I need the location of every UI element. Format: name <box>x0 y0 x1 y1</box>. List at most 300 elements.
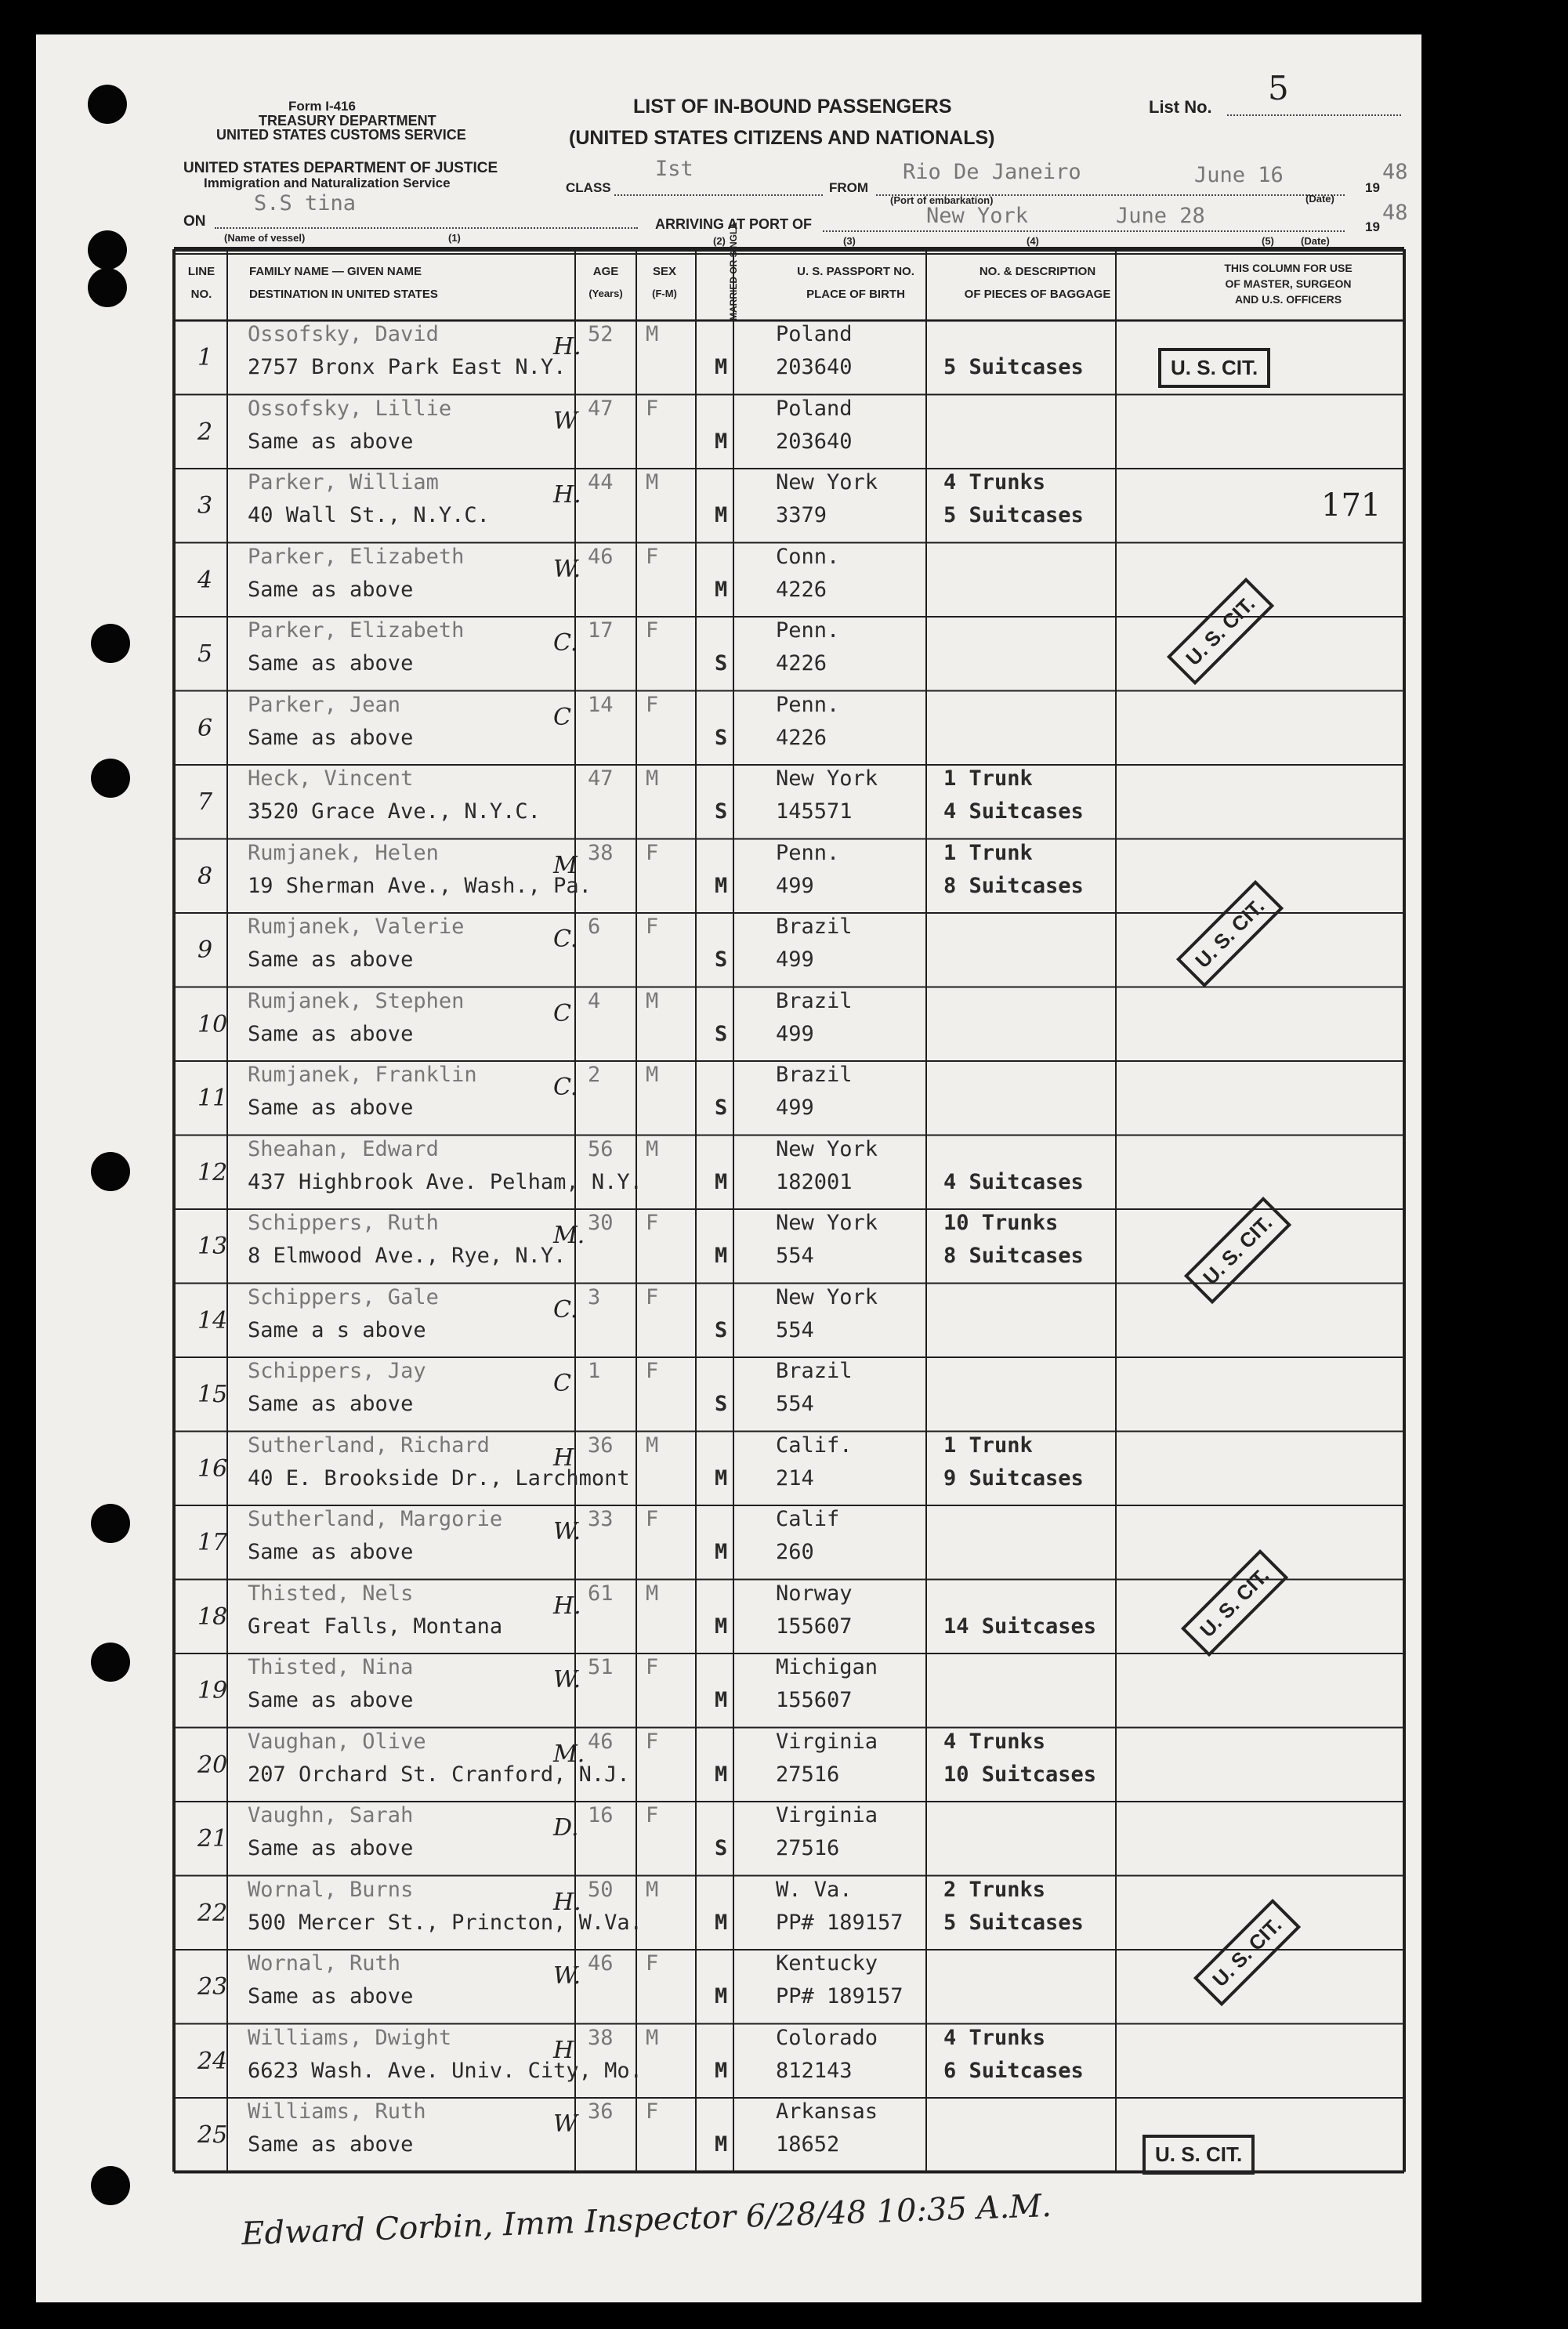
family-relation: H. <box>553 333 581 360</box>
baggage-suitcases: 8 Suitcases <box>943 873 1084 898</box>
place-of-birth: Penn. <box>776 840 840 865</box>
passport-number: 203640 <box>776 429 853 454</box>
passenger-destination: 437 Highbrook Ave. Pelham, N.Y. <box>248 1169 643 1194</box>
date-caption: (Date) <box>1305 193 1334 205</box>
passenger-sex: M <box>646 1433 659 1458</box>
family-relation: W. <box>553 1666 581 1693</box>
baggage-suitcases: 14 Suitcases <box>943 1614 1097 1639</box>
passenger-name: Parker, William <box>248 470 439 494</box>
passenger-name: Thisted, Nels <box>248 1581 414 1606</box>
passenger-sex: F <box>646 692 659 717</box>
line-check-mark: 7 <box>197 788 213 816</box>
passenger-name: Sutherland, Margorie <box>248 1507 503 1531</box>
passport-number: 4226 <box>776 725 827 750</box>
arriving-value: New York <box>926 204 1029 228</box>
family-relation: C <box>553 703 571 731</box>
passenger-destination: Same as above <box>248 577 414 602</box>
header-name: FAMILY NAME — GIVEN NAME DESTINATION IN UNITED STATES <box>249 265 438 301</box>
num-1: (1) <box>448 232 461 244</box>
passenger-name: Ossofsky, Lillie <box>248 396 452 421</box>
passenger-age: 36 <box>588 2099 614 2124</box>
passenger-name: Wornal, Ruth <box>248 1951 401 1976</box>
officer-note-number: 171 <box>1321 487 1382 523</box>
family-relation: W. <box>553 555 581 583</box>
baggage-trunks: 4 Trunks <box>943 1729 1046 1754</box>
num-3: (3) <box>843 235 856 247</box>
passenger-destination: Same as above <box>248 651 414 676</box>
baggage-suitcases: 6 Suitcases <box>943 2058 1084 2083</box>
passenger-destination: Same as above <box>248 725 414 750</box>
header-passport: U. S. PASSPORT NO. PLACE OF BIRTH <box>797 265 914 301</box>
passenger-name: Schippers, Gale <box>248 1284 439 1309</box>
passenger-sex: M <box>646 1581 659 1606</box>
passenger-destination: Same as above <box>248 1021 414 1046</box>
line-check-mark: 17 <box>197 1529 228 1556</box>
vessel-caption: (Name of vessel) <box>224 232 306 244</box>
place-of-birth: Brazil <box>776 988 853 1013</box>
from-date: June 16 <box>1194 163 1284 187</box>
passenger-destination: Same as above <box>248 1540 414 1564</box>
line-check-mark: 18 <box>197 1603 228 1631</box>
passport-number: 499 <box>776 947 814 972</box>
line-check-mark: 8 <box>197 862 213 890</box>
passenger-age: 2 <box>588 1063 601 1087</box>
passenger-name: Ossofsky, David <box>248 322 439 346</box>
citizen-stamp: U. S. CIT. <box>1184 1197 1291 1304</box>
family-relation: H. <box>553 481 581 509</box>
line-check-mark: 23 <box>197 1973 228 2001</box>
place-of-birth: New York <box>776 766 878 791</box>
family-relation: W <box>553 2110 578 2138</box>
passenger-age: 44 <box>588 470 614 494</box>
family-relation: C <box>553 1370 571 1397</box>
place-of-birth: Kentucky <box>776 1951 878 1976</box>
justice-dept: UNITED STATES DEPARTMENT OF JUSTICE <box>183 160 498 176</box>
passport-number: 4226 <box>776 577 827 602</box>
baggage-suitcases: 8 Suitcases <box>943 1244 1084 1268</box>
family-relation: C. <box>553 1074 578 1101</box>
place-of-birth: Calif <box>776 1507 840 1531</box>
table-row <box>36 1728 1421 1802</box>
marital-status: S <box>715 651 728 676</box>
family-relation: H. <box>553 1888 581 1916</box>
table-row <box>36 1061 1421 1136</box>
citizen-stamp: U. S. CIT. <box>1193 1899 1301 2006</box>
citizen-stamp: U. S. CIT. <box>1176 880 1284 987</box>
line-check-mark: 9 <box>197 936 213 964</box>
table-row <box>36 1357 1421 1432</box>
table-row <box>36 1505 1421 1580</box>
family-relation: H <box>553 2036 574 2064</box>
family-relation: W. <box>553 1518 581 1545</box>
passenger-destination: Same as above <box>248 1688 414 1712</box>
place-of-birth: Penn. <box>776 692 840 717</box>
passenger-age: 61 <box>588 1581 614 1606</box>
passenger-name: Sutherland, Richard <box>248 1433 490 1458</box>
passenger-sex: F <box>646 1359 659 1383</box>
passenger-name: Vaughn, Sarah <box>248 1803 414 1827</box>
line-check-mark: 12 <box>197 1158 228 1186</box>
marital-status: M <box>715 2132 728 2157</box>
class-value: Ist <box>655 157 693 181</box>
on-label: ON <box>183 213 206 230</box>
line-check-mark: 20 <box>197 1751 228 1779</box>
marital-status: M <box>715 1910 728 1935</box>
passenger-sex: F <box>646 1211 659 1235</box>
place-of-birth: Virginia <box>776 1803 878 1827</box>
baggage-suitcases: 5 Suitcases <box>943 1910 1084 1935</box>
passenger-sex: F <box>646 396 659 421</box>
place-of-birth: New York <box>776 1136 878 1161</box>
marital-status: M <box>715 1540 728 1564</box>
baggage-trunks: 1 Trunk <box>943 840 1033 865</box>
passenger-name: Vaughan, Olive <box>248 1729 426 1754</box>
passenger-destination: Same as above <box>248 1836 414 1860</box>
passport-number: 499 <box>776 1096 814 1120</box>
family-relation: M. <box>553 1740 585 1768</box>
passenger-age: 30 <box>588 1211 614 1235</box>
passport-number: 3379 <box>776 503 827 527</box>
passport-number: 554 <box>776 1317 814 1342</box>
passenger-sex: F <box>646 840 659 865</box>
family-relation: M <box>553 851 578 879</box>
year-arr: 48 <box>1382 201 1408 225</box>
passenger-age: 38 <box>588 840 614 865</box>
arriving-date: June 28 <box>1116 204 1205 228</box>
passenger-sex: F <box>646 1507 659 1531</box>
place-of-birth: Norway <box>776 1581 853 1606</box>
table-row <box>36 543 1421 618</box>
date-caption-2: (Date) <box>1301 235 1330 247</box>
passport-number: 260 <box>776 1540 814 1564</box>
marital-status: M <box>715 355 728 379</box>
passport-number: 812143 <box>776 2058 853 2083</box>
header-officers: THIS COLUMN FOR USE OF MASTER, SURGEON AND U.S. OFFICERS <box>1224 262 1353 306</box>
passenger-destination: 40 E. Brookside Dr., Larchmont <box>248 1465 630 1490</box>
line-check-mark: 6 <box>197 714 213 742</box>
baggage-suitcases: 5 Suitcases <box>943 355 1084 379</box>
marital-status: S <box>715 1021 728 1046</box>
passport-number: 155607 <box>776 1614 853 1639</box>
port-embarkation-caption: (Port of embarkation) <box>890 194 994 206</box>
passenger-sex: F <box>646 1803 659 1827</box>
citizen-stamp: U. S. CIT. <box>1167 578 1274 685</box>
passenger-destination: Same as above <box>248 1984 414 2008</box>
place-of-birth: Calif. <box>776 1433 853 1458</box>
marital-status: S <box>715 1836 728 1860</box>
table-row <box>36 1653 1421 1728</box>
line-check-mark: 4 <box>197 566 213 594</box>
family-relation: W <box>553 407 578 435</box>
marital-status: M <box>715 1169 728 1194</box>
passenger-destination: 6623 Wash. Ave. Univ. City, Mo. <box>248 2058 643 2083</box>
marital-status: M <box>715 1614 728 1639</box>
passenger-name: Rumjanek, Valerie <box>248 915 465 939</box>
passenger-sex: M <box>646 470 659 494</box>
place-of-birth: Brazil <box>776 1063 853 1087</box>
table-row <box>36 1432 1421 1506</box>
passenger-sex: F <box>646 1655 659 1679</box>
passenger-name: Schippers, Jay <box>248 1359 426 1383</box>
passenger-name: Heck, Vincent <box>248 766 414 791</box>
baggage-trunks: 4 Trunks <box>943 2025 1046 2050</box>
passport-number: 554 <box>776 1392 814 1416</box>
line-check-mark: 14 <box>197 1306 228 1335</box>
passenger-destination: Same as above <box>248 2132 414 2157</box>
passport-number: 27516 <box>776 1762 840 1787</box>
ins-label: Immigration and Naturalization Service <box>204 176 451 190</box>
baggage-trunks: 1 Trunk <box>943 1433 1033 1458</box>
list-no-label: List No. <box>1149 97 1212 117</box>
passenger-age: 47 <box>588 766 614 791</box>
passenger-age: 6 <box>588 915 601 939</box>
passenger-age: 4 <box>588 988 601 1013</box>
num-4: (4) <box>1027 235 1039 247</box>
passport-number: 214 <box>776 1465 814 1490</box>
passenger-name: Sheahan, Edward <box>248 1136 439 1161</box>
baggage-suitcases: 9 Suitcases <box>943 1465 1084 1490</box>
marital-status: M <box>715 1762 728 1787</box>
table-row <box>36 691 1421 766</box>
passenger-destination: Same as above <box>248 947 414 972</box>
passenger-destination: 19 Sherman Ave., Wash., Pa. <box>248 873 592 898</box>
place-of-birth: Penn. <box>776 618 840 643</box>
inspector-signature: Edward Corbin, Imm Inspector 6/28/48 10:35 A.M. <box>241 2187 1052 2253</box>
passenger-age: 36 <box>588 1433 614 1458</box>
passenger-name: Wornal, Burns <box>248 1877 414 1902</box>
line-check-mark: 19 <box>197 1677 228 1704</box>
baggage-suitcases: 4 Suitcases <box>943 1169 1084 1194</box>
passenger-age: 52 <box>588 322 614 346</box>
marital-status: S <box>715 725 728 750</box>
passenger-sex: F <box>646 1284 659 1309</box>
passenger-sex: F <box>646 1951 659 1976</box>
family-relation: M. <box>553 1222 585 1249</box>
passenger-age: 16 <box>588 1803 614 1827</box>
passenger-name: Parker, Elizabeth <box>248 544 465 569</box>
line-check-mark: 15 <box>197 1381 228 1408</box>
marital-status: S <box>715 947 728 972</box>
passenger-destination: 40 Wall St., N.Y.C. <box>248 503 490 527</box>
marital-status: M <box>715 1984 728 2008</box>
table-row <box>36 987 1421 1062</box>
marital-status: M <box>715 873 728 898</box>
marital-status: S <box>715 1392 728 1416</box>
header-line-no: LINE NO. <box>187 265 215 301</box>
passenger-sex: M <box>646 322 659 346</box>
header-age: AGE (Years) <box>588 265 623 299</box>
passenger-age: 50 <box>588 1877 614 1902</box>
passenger-age: 3 <box>588 1284 601 1309</box>
line-check-mark: 16 <box>197 1454 228 1483</box>
table-row <box>36 469 1421 543</box>
table-row <box>36 1136 1421 1210</box>
passenger-sex: M <box>646 1136 659 1161</box>
marital-status: S <box>715 1317 728 1342</box>
baggage-suitcases: 5 Suitcases <box>943 503 1084 527</box>
line-check-mark: 2 <box>197 418 213 446</box>
family-relation: C <box>553 999 571 1027</box>
passenger-age: 46 <box>588 1951 614 1976</box>
line-check-mark: 22 <box>197 1899 228 1927</box>
family-relation: W. <box>553 1962 581 1990</box>
passenger-destination: 3520 Grace Ave., N.Y.C. <box>248 799 541 824</box>
passport-number: 203640 <box>776 355 853 379</box>
family-relation: H <box>553 1443 574 1472</box>
from-label: FROM <box>829 180 869 195</box>
passport-number: 499 <box>776 1021 814 1046</box>
passport-number: PP# 189157 <box>776 1910 904 1935</box>
passenger-destination: 2757 Bronx Park East N.Y. <box>248 355 567 379</box>
place-of-birth: New York <box>776 1211 878 1235</box>
passenger-age: 1 <box>588 1359 601 1383</box>
form-title: LIST OF IN-BOUND PASSENGERS <box>633 96 952 118</box>
line-check-mark: 21 <box>197 1825 228 1853</box>
place-of-birth: W. Va. <box>776 1877 853 1902</box>
baggage-trunks: 1 Trunk <box>943 766 1033 791</box>
marital-status: S <box>715 1096 728 1120</box>
citizen-stamp: U. S. CIT. <box>1181 1549 1288 1657</box>
passenger-destination: Great Falls, Montana <box>248 1614 503 1639</box>
table-row <box>36 1876 1421 1950</box>
place-of-birth: New York <box>776 1284 878 1309</box>
marital-status: M <box>715 1465 728 1490</box>
year-prefix-arr: 19 <box>1365 219 1380 234</box>
family-relation: C. <box>553 925 578 953</box>
passenger-age: 14 <box>588 692 614 717</box>
passport-number: 554 <box>776 1244 814 1268</box>
place-of-birth: Arkansas <box>776 2099 878 2124</box>
customs-service: UNITED STATES CUSTOMS SERVICE <box>216 127 466 143</box>
marital-status: M <box>715 1688 728 1712</box>
passport-number: 27516 <box>776 1836 840 1860</box>
manifest-page <box>36 34 1421 2302</box>
family-relation: H. <box>553 1592 581 1620</box>
place-of-birth: New York <box>776 470 878 494</box>
passenger-age: 33 <box>588 1507 614 1531</box>
baggage-suitcases: 4 Suitcases <box>943 799 1084 824</box>
num-2: (2) <box>713 235 726 247</box>
passenger-name: Parker, Jean <box>248 692 401 717</box>
list-no-value: 5 <box>1268 69 1289 107</box>
passenger-age: 47 <box>588 396 614 421</box>
passenger-sex: F <box>646 915 659 939</box>
passenger-name: Parker, Elizabeth <box>248 618 465 643</box>
passenger-sex: M <box>646 2025 659 2050</box>
num-5: (5) <box>1262 235 1274 247</box>
place-of-birth: Michigan <box>776 1655 878 1679</box>
family-relation: C. <box>553 1295 578 1324</box>
header-sex: SEX (F-M) <box>652 265 677 299</box>
passenger-age: 38 <box>588 2025 614 2050</box>
passport-number: 499 <box>776 873 814 898</box>
form-subtitle: (UNITED STATES CITIZENS AND NATIONALS) <box>569 127 995 149</box>
line-check-mark: 1 <box>197 344 213 371</box>
line-check-mark: 10 <box>197 1010 228 1038</box>
header-baggage: NO. & DESCRIPTION OF PIECES OF BAGGAGE <box>964 265 1111 301</box>
year-prefix-from: 19 <box>1365 180 1380 195</box>
passenger-name: Williams, Dwight <box>248 2025 452 2050</box>
form-number: Form I-416 <box>288 99 356 114</box>
passport-number: 18652 <box>776 2132 840 2157</box>
baggage-trunks: 2 Trunks <box>943 1877 1046 1902</box>
marital-status: M <box>715 577 728 602</box>
table-row <box>36 395 1421 469</box>
passenger-age: 46 <box>588 544 614 569</box>
marital-status: S <box>715 799 728 824</box>
passenger-sex: F <box>646 618 659 643</box>
family-relation: D. <box>553 1814 579 1842</box>
from-value: Rio De Janeiro <box>903 160 1081 184</box>
passenger-destination: 207 Orchard St. Cranford, N.J. <box>248 1762 630 1787</box>
year-from: 48 <box>1382 160 1408 184</box>
line-check-mark: 3 <box>197 492 213 520</box>
passenger-name: Rumjanek, Stephen <box>248 988 465 1013</box>
passenger-sex: M <box>646 988 659 1013</box>
passenger-destination: Same a s above <box>248 1317 426 1342</box>
place-of-birth: Brazil <box>776 1359 853 1383</box>
passenger-destination: Same as above <box>248 429 414 454</box>
passenger-name: Rumjanek, Helen <box>248 840 439 865</box>
marital-status: M <box>715 2058 728 2083</box>
passport-number: 4226 <box>776 651 827 676</box>
passenger-sex: M <box>646 1877 659 1902</box>
class-label: CLASS <box>566 180 611 195</box>
marital-status: M <box>715 1244 728 1268</box>
citizen-stamp: U. S. CIT. <box>1158 348 1270 388</box>
line-check-mark: 13 <box>197 1233 228 1260</box>
line-check-mark: 25 <box>197 2121 228 2149</box>
place-of-birth: Poland <box>776 396 853 421</box>
passport-number: PP# 189157 <box>776 1984 904 2008</box>
passenger-age: 46 <box>588 1729 614 1754</box>
passport-number: 182001 <box>776 1169 853 1194</box>
passenger-sex: F <box>646 1729 659 1754</box>
vessel-value: S.S tina <box>254 191 357 216</box>
line-check-mark: 24 <box>197 2047 228 2075</box>
marital-status: M <box>715 503 728 527</box>
passenger-age: 56 <box>588 1136 614 1161</box>
passport-number: 145571 <box>776 799 853 824</box>
passenger-sex: F <box>646 2099 659 2124</box>
line-check-mark: 11 <box>197 1085 228 1112</box>
passenger-sex: M <box>646 766 659 791</box>
passenger-name: Rumjanek, Franklin <box>248 1063 477 1087</box>
passenger-age: 51 <box>588 1655 614 1679</box>
passenger-name: Williams, Ruth <box>248 2099 426 2124</box>
passenger-destination: Same as above <box>248 1392 414 1416</box>
passenger-destination: 8 Elmwood Ave., Rye, N.Y. <box>248 1244 567 1268</box>
place-of-birth: Brazil <box>776 915 853 939</box>
baggage-trunks: 10 Trunks <box>943 1211 1059 1235</box>
family-relation: C. <box>553 629 578 657</box>
passenger-name: Thisted, Nina <box>248 1655 414 1679</box>
citizen-stamp: U. S. CIT. <box>1143 2135 1255 2175</box>
place-of-birth: Conn. <box>776 544 840 569</box>
table-row <box>36 2024 1421 2099</box>
table-row <box>36 839 1421 914</box>
passenger-sex: M <box>646 1063 659 1087</box>
table-row <box>36 765 1421 839</box>
passenger-destination: Same as above <box>248 1096 414 1120</box>
table-row <box>36 1802 1421 1876</box>
line-check-mark: 5 <box>197 640 213 668</box>
baggage-suitcases: 10 Suitcases <box>943 1762 1097 1787</box>
passenger-name: Schippers, Ruth <box>248 1211 439 1235</box>
arriving-label: ARRIVING AT PORT OF <box>655 216 812 232</box>
place-of-birth: Colorado <box>776 2025 878 2050</box>
passenger-sex: F <box>646 544 659 569</box>
